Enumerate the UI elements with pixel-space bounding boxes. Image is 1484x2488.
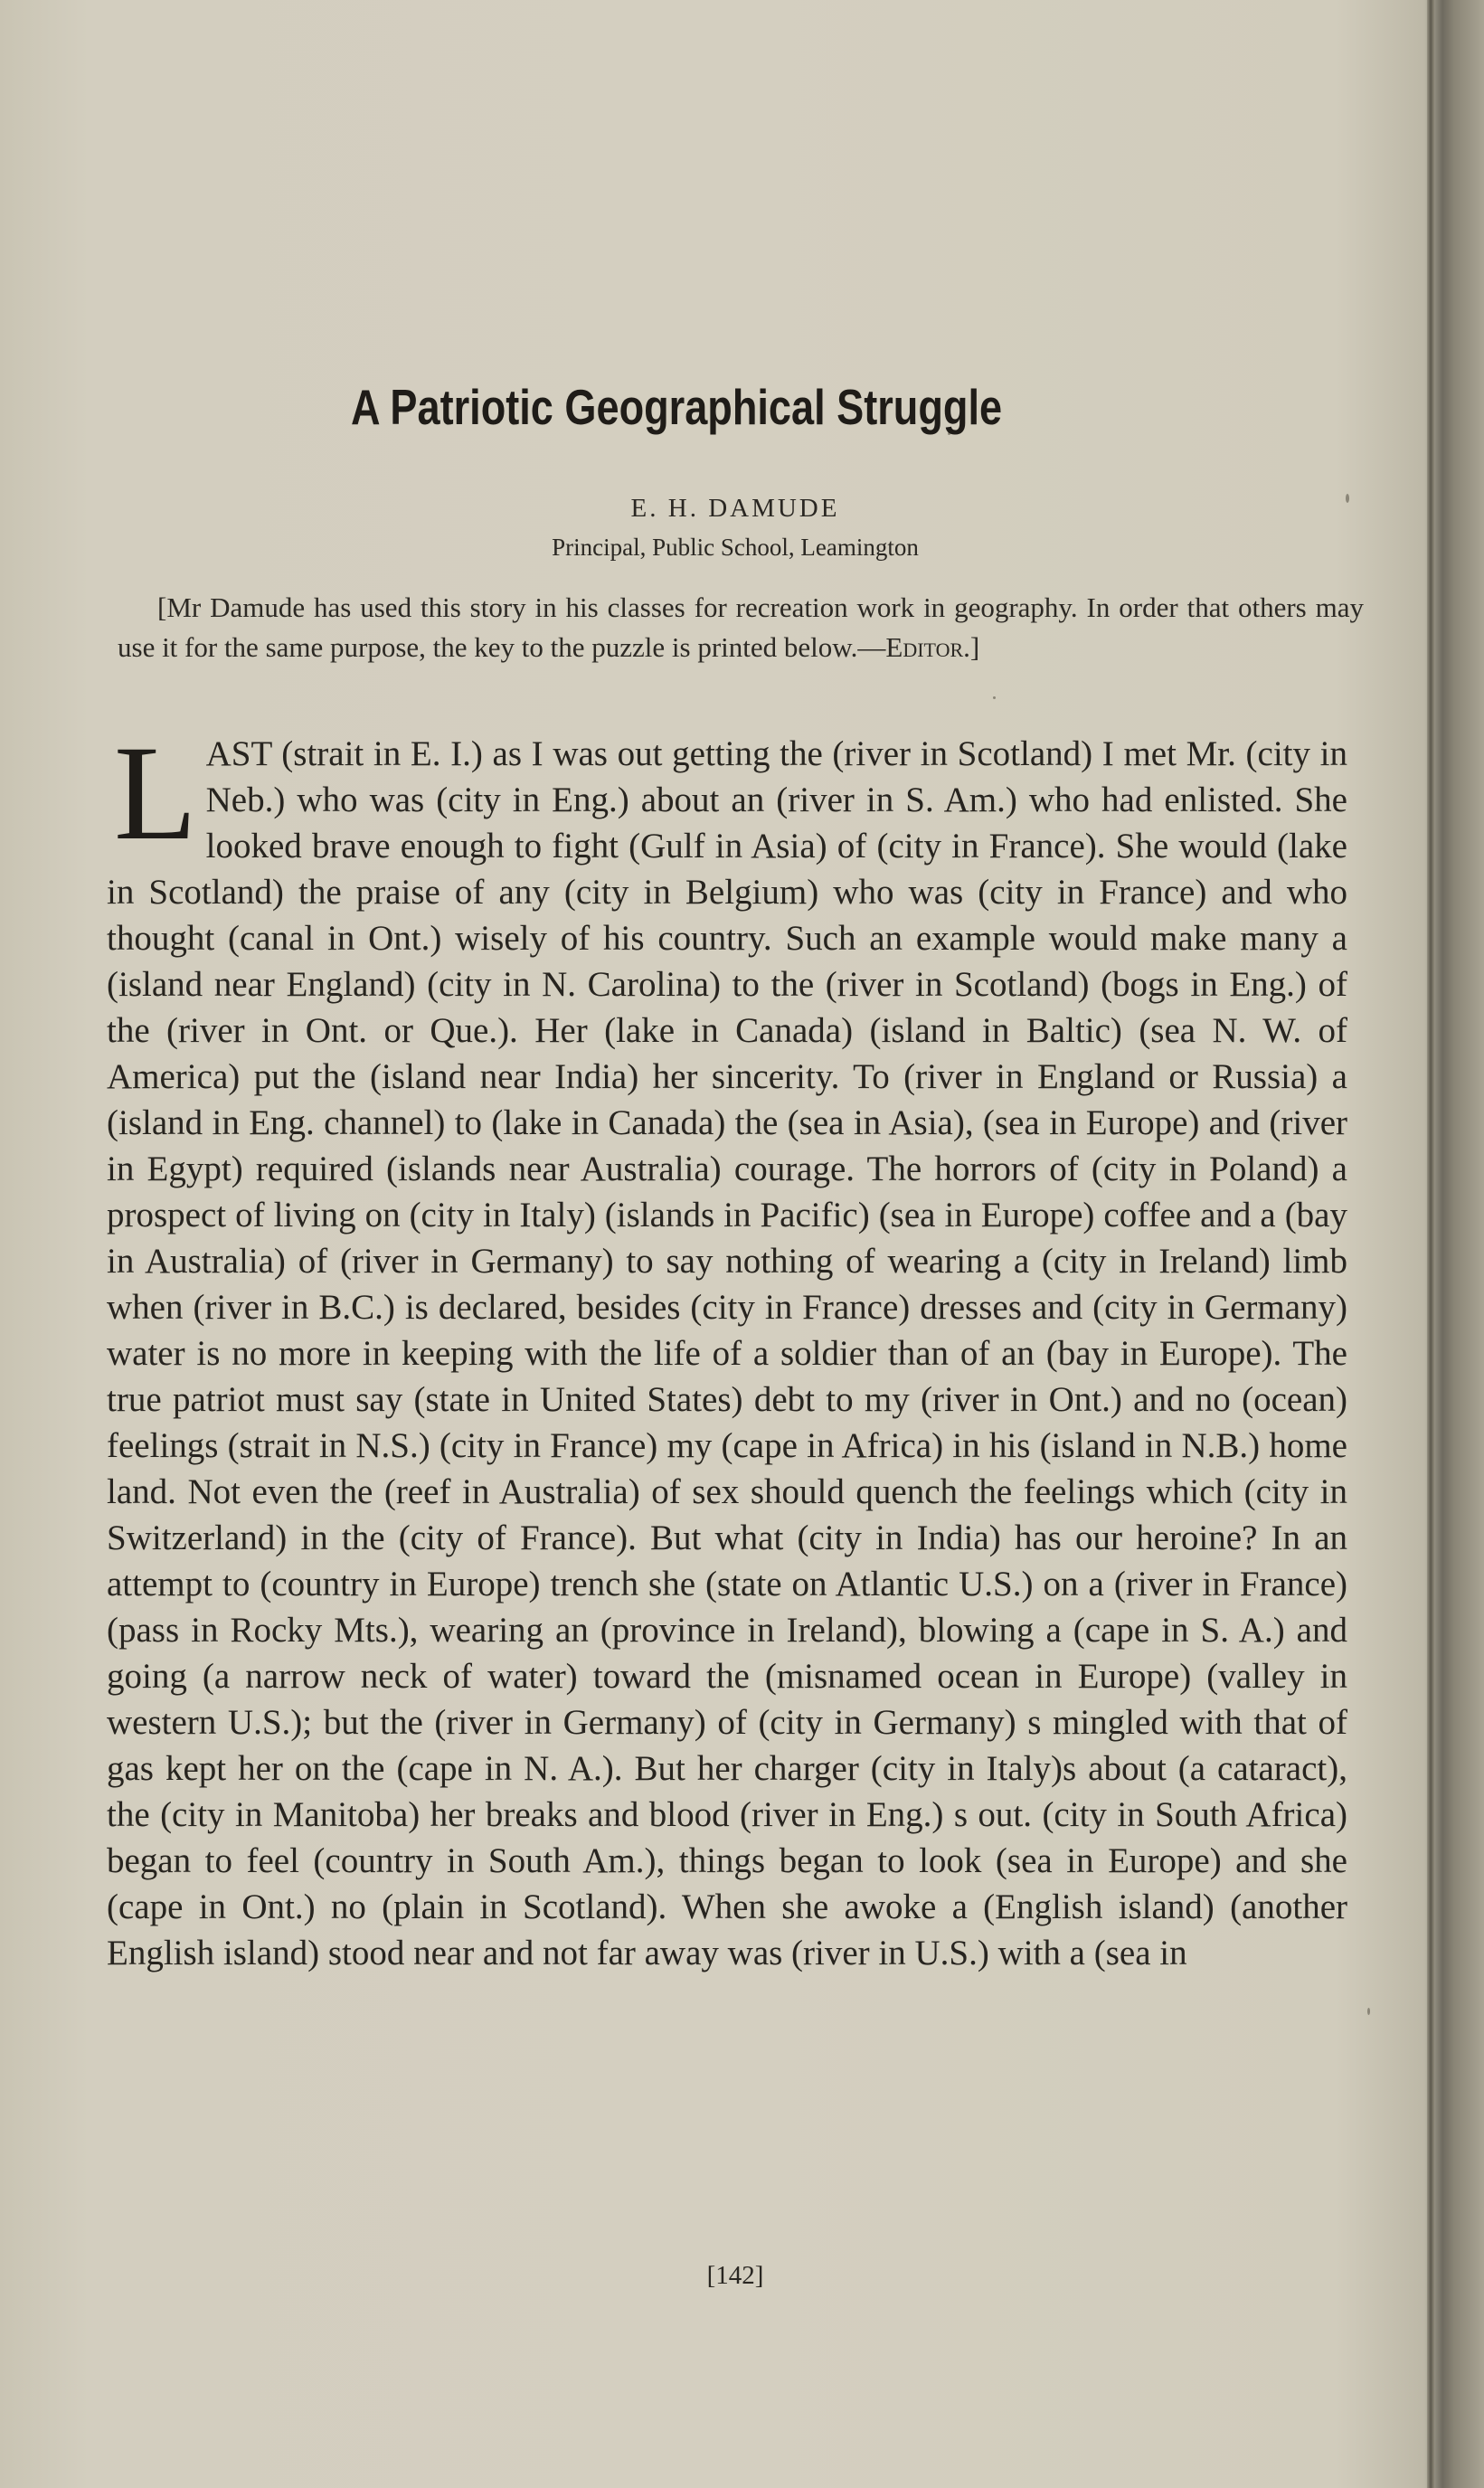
article-body bbox=[107, 718, 1347, 1976]
author-affiliation: Principal, Public School, Leamington bbox=[552, 534, 919, 561]
page-number: [142] bbox=[706, 2261, 764, 2290]
editor-note bbox=[118, 588, 1364, 667]
drop-cap: L bbox=[114, 718, 197, 868]
editor-note-text: [Mr Damude has used this story in his classes for recreation work in geography. In order that others may use it for the same purpose, the key to the puzzle is printed below.— bbox=[118, 591, 1364, 663]
paper-speck bbox=[993, 696, 996, 699]
article-body-text: AST (strait in E. I.) as I was out getting the (river in Scotland) I met Mr. (city in Neb.) who was (city in Eng.) about an (river in S. Am.) who had enlisted. She looked brave enough to fight (Gulf in Asia) of (city in France). She would (lake in Scotland) the praise of any (city in Belgium) who was (city in France) and who thought (canal in Ont.) wisely of his country. Such an example would make many a (island near England) (city in N. Carolina) to the (river in Scotland) (bogs in Eng.) of the (river in Ont. or Que.). Her (lake in Canada) (island in Baltic) (sea N. W. of America) put the (island near India) her sincerity. To (river in England or Russia) a (island in Eng. channel) to (lake in Canada) the (sea in Asia), (sea in Europe) and (river in Egypt) required (islands near Australia) courage. The horrors of (city in Poland) a prospect of living on (city in Italy) (islands in Pacific) (sea in Europe) coffee and a (bay in Australia) of (river in Germany) to say nothing of wearing a (city in Ireland) limb when (river in B.C.) is declared, besides (city in France) dresses and (city in Germany) water is no more in keeping with the life of a soldier than of an (bay in Europe). The true patriot must say (state in United States) debt to my (river in Ont.) and no (ocean) feelings (strait in N.S.) (city in France) my (cape in Africa) in his (island in N.B.) home land. Not even the (reef in Australia) of sex should quench the feelings which (city in Switzerland) in the (city of France). But what (city in India) has our heroine? In an attempt to (country in Europe) trench she (state on Atlantic U.S.) on a (river in France) (pass in Rocky Mts.), wearing an (province in Ireland), blowing a (cape in S. A.) and going (a narrow neck of water) toward the (misnamed ocean in Europe) (valley in western U.S.); but the (river in Germany) of (city in Germany) s mingled with that of gas kept her on the (cape in N. A.). But her charger (city in Italy)s about (a cataract), the (city in Manitoba) her breaks and blood (river in Eng.) s out. (city in South Africa) began to feel (country in South Am.), things began to look (sea in Europe) and she (cape in Ont.) no (plain in Scotland). When she awoke a (English island) (another English island) stood near and not far away was (river in U.S.) with a (sea in bbox=[107, 734, 1347, 1972]
paper-speck bbox=[1367, 2008, 1370, 2015]
editor-note-signature: Editor bbox=[885, 631, 964, 663]
book-spine-shadow bbox=[1427, 0, 1434, 2488]
editor-note-close: .] bbox=[963, 631, 980, 663]
article-title: A Patriotic Geographical Struggle bbox=[351, 379, 1003, 435]
article-author: E. H. DAMUDE bbox=[630, 494, 840, 523]
